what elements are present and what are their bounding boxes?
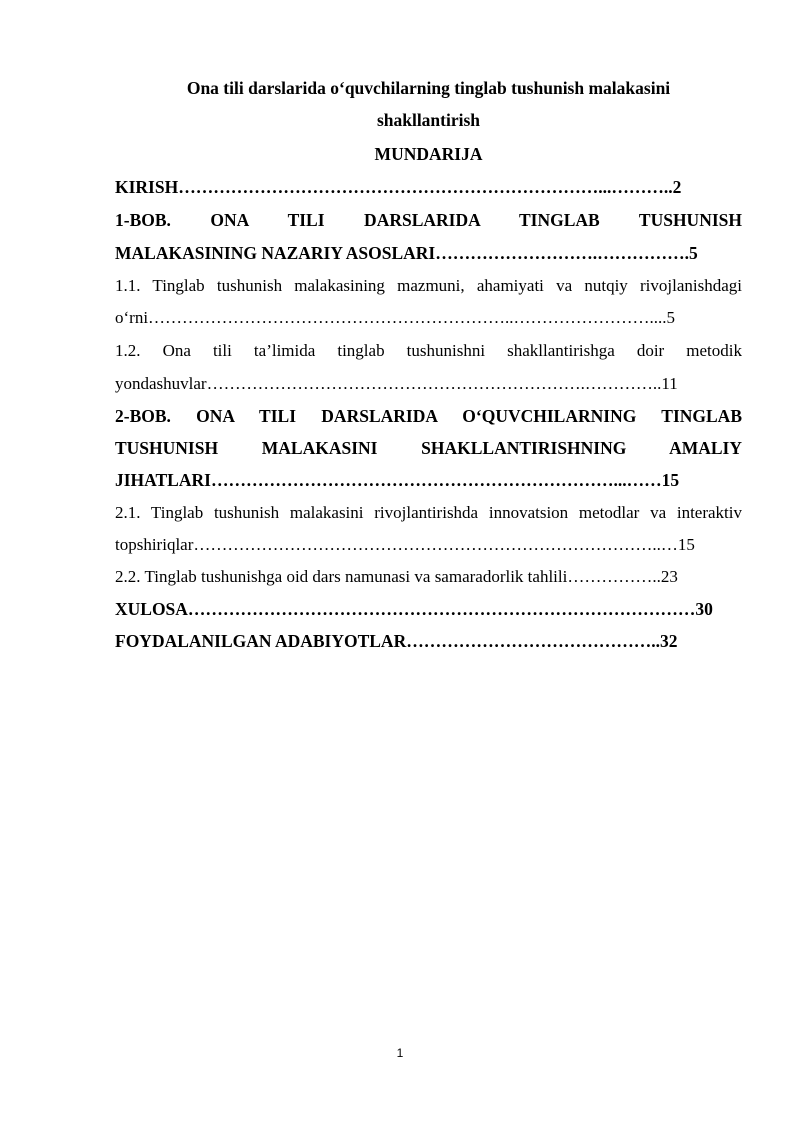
contents-heading: MUNDARIJA xyxy=(374,144,483,164)
page-number: 1 xyxy=(396,1046,404,1060)
toc-entry-chapter-1-line-2[interactable]: MALAKASINING NAZARIY ASOSLARI……………………….…………….5 xyxy=(115,243,698,263)
toc-entry-section-1-1-line-1[interactable]: 1.1. Tinglab tushunish malakasining mazmuni, ahamiyati va nutqiy rivojlanishdagi xyxy=(115,276,742,295)
toc-entry-section-2-1-line-2[interactable]: topshiriqlar………………………………………………………………………..…15 xyxy=(115,535,695,554)
toc-entry-section-1-1-line-2[interactable]: o‘rni………………………………………………………..……………………....5 xyxy=(115,308,676,327)
toc-entry-chapter-2-line-3[interactable]: JIHATLARI……………………………………………………………...……15 xyxy=(115,470,680,490)
document-title-line-1: Ona tili darslarida o‘quvchilarning tinglab tushunish malakasini xyxy=(186,78,671,98)
toc-entry-references[interactable]: FOYDALANILGAN ADABIYOTLAR……………………………………..32 xyxy=(115,631,678,651)
document-title-line-2: shakllantirish xyxy=(376,110,481,130)
toc-entry-section-1-2-line-2[interactable]: yondashuvlar………………………………………………………….…………..11 xyxy=(115,374,678,393)
toc-entry-kirish[interactable]: KIRISH………………………………………………………………...………..2 xyxy=(115,177,682,197)
toc-entry-section-2-2[interactable]: 2.2. Tinglab tushunishga oid dars namunasi va samaradorlik tahlili……………..23 xyxy=(115,567,678,586)
toc-entry-xulosa[interactable]: XULOSA……………………………………………………………………………30 xyxy=(115,599,713,619)
toc-entry-section-2-1-line-1[interactable]: 2.1. Tinglab tushunish malakasini rivojlantirishda innovatsion metodlar va interaktiv xyxy=(115,503,742,522)
toc-entry-chapter-1-line-1[interactable]: 1-BOB. ONA TILI DARSLARIDA TINGLAB TUSHUNISH xyxy=(115,210,742,230)
toc-entry-section-1-2-line-1[interactable]: 1.2. Ona tili ta’limida tinglab tushunishni shakllantirishga doir metodik xyxy=(115,341,742,360)
toc-entry-chapter-2-line-2[interactable]: TUSHUNISH MALAKASINI SHAKLLANTIRISHNING AMALIY xyxy=(115,438,742,458)
toc-entry-chapter-2-line-1[interactable]: 2-BOB. ONA TILI DARSLARIDA O‘QUVCHILARNING TINGLAB xyxy=(115,406,742,426)
